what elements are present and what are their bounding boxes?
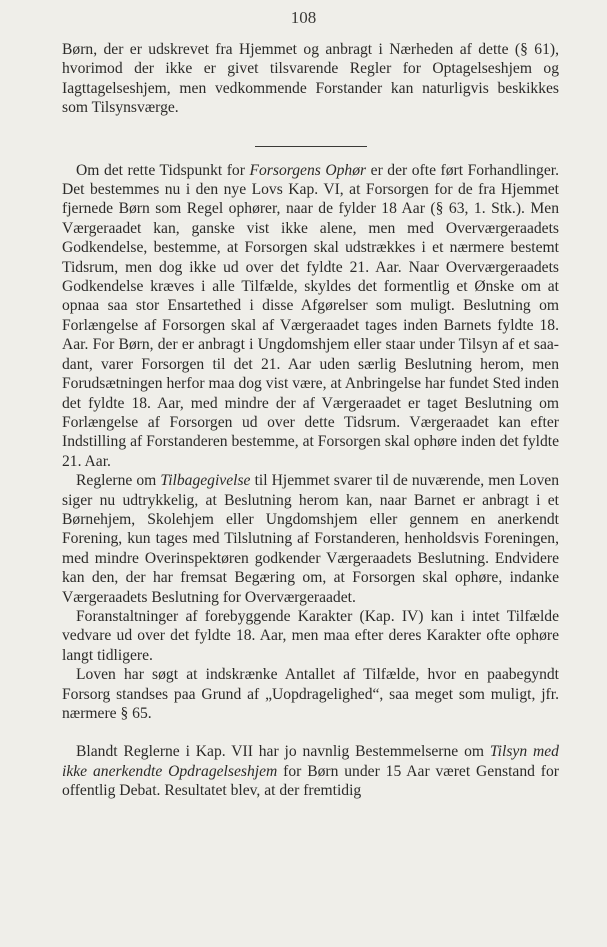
paragraph [62, 161, 559, 472]
text-run: Loven har søgt at indskrænke Antallet af Tilfælde, hvor en paabegyndt Forsorg standses paa Grund af „Uopdragelighed“, saa meget som muligt, jfr. nærmere § 65. [62, 666, 559, 722]
paragraph-gap [62, 723, 559, 742]
italic-phrase: Tilsyn med ikke anerkendte Opdragelseshjem [62, 743, 559, 780]
italic-phrase: Forsorgens Ophør [249, 161, 367, 179]
text-run: er der ofte ført Forhandlinger. Det bestemmes nu i den nye Lovs Kap. VI, at Forsorgen for de fra Hjemmet fjernede Børn som Regel ophører, naar de fylder 18 Aar (§ 63, 1. Stk.). Men Værgeraadet kan, ganske vist ikke alene, men med Overværgeraadets Godkendelse, bestemme, at Forsorgen skal udstrækkes i et nærmere bestemt Tidsrum, men dog ikke ud over det fyldte 21. Aar. Naar Overværgeraadets Godkendelse kræves i alle Tilfælde, skyldes det formentlig et Ønske om at opnaa saa stor Ensartethed i disse Afgørelser som muligt. Beslutning om Forlængelse af Forsorgen skal af Værgeraadet tages inden Barnets fyldte 18. Aar. For Børn, der er anbragt i Ungdomshjem eller staar under Tilsyn af et saadant, varer Forsorgen til det 21. Aar uden særlig Beslutning herom, men Forudsætningen herfor maa dog vist være, at Anbringelse har fundet Sted inden det fyldte 18. Aar, med mindre der af Værgeraadet er taget Beslutning om Forlængelse af Forsorgen ud over dette Tidsrum. Værgeraadet kan efter Indstilling af Forstanderen bestemme, at Forsorgen skal ophøre inden det fyldte 21. Aar. [62, 161, 559, 470]
section-divider [255, 146, 367, 147]
text-run: til Hjemmet svarer til de nuværende, men Loven siger nu udtrykkelig, at Beslutning herom kan, naar Barnet er anbragt i et Børnehjem, Skolehjem eller Ungdomshjem eller gennem en anerkendt Forening, kun tages med Tilslutning af Forstanderen, henholdsvis Foreningen, med mindre Overinspektøren godkender Værgeraadets Beslutning. Endvidere kan den, der har fremsat Begæring om, at Forsorgen skal ophøre, indanke Værgeraadets Beslutning for Overværgeraadet. [62, 472, 559, 606]
paragraph [62, 40, 559, 118]
italic-phrase: Tilbagegivelse [160, 472, 251, 490]
text-run: Reglerne om [76, 472, 161, 490]
text-run: Om det rette Tidspunkt for [76, 161, 250, 179]
text-run: for Børn under 15 Aar været Genstand for offentlig Debat. Resultatet blev, at der fremtidig [62, 762, 559, 800]
body-text [62, 40, 559, 801]
paragraph [62, 471, 559, 607]
paragraph [62, 665, 559, 723]
text-run: Foranstaltninger af forebyggende Karakter (Kap. IV) kan i intet Tilfælde vedvare ud over det fyldte 18. Aar, men maa efter deres Karakter ofte ophøre langt tidligere. [62, 607, 559, 664]
paragraph [62, 742, 559, 800]
text-run: Blandt Reglerne i Kap. VII har jo navnlig Bestemmelserne om [76, 743, 490, 761]
text-run: Børn, der er udskrevet fra Hjemmet og anbragt i Nærheden af dette (§ 61), hvorimod der ikke er givet tilsvarende Regler for Optagelseshjem og Iagttagelseshjem, men vedkommende Forstander kan naturligvis beskikkes som Tilsynsværge. [62, 41, 559, 117]
page-number: 108 [290, 8, 317, 27]
paragraph [62, 607, 559, 665]
